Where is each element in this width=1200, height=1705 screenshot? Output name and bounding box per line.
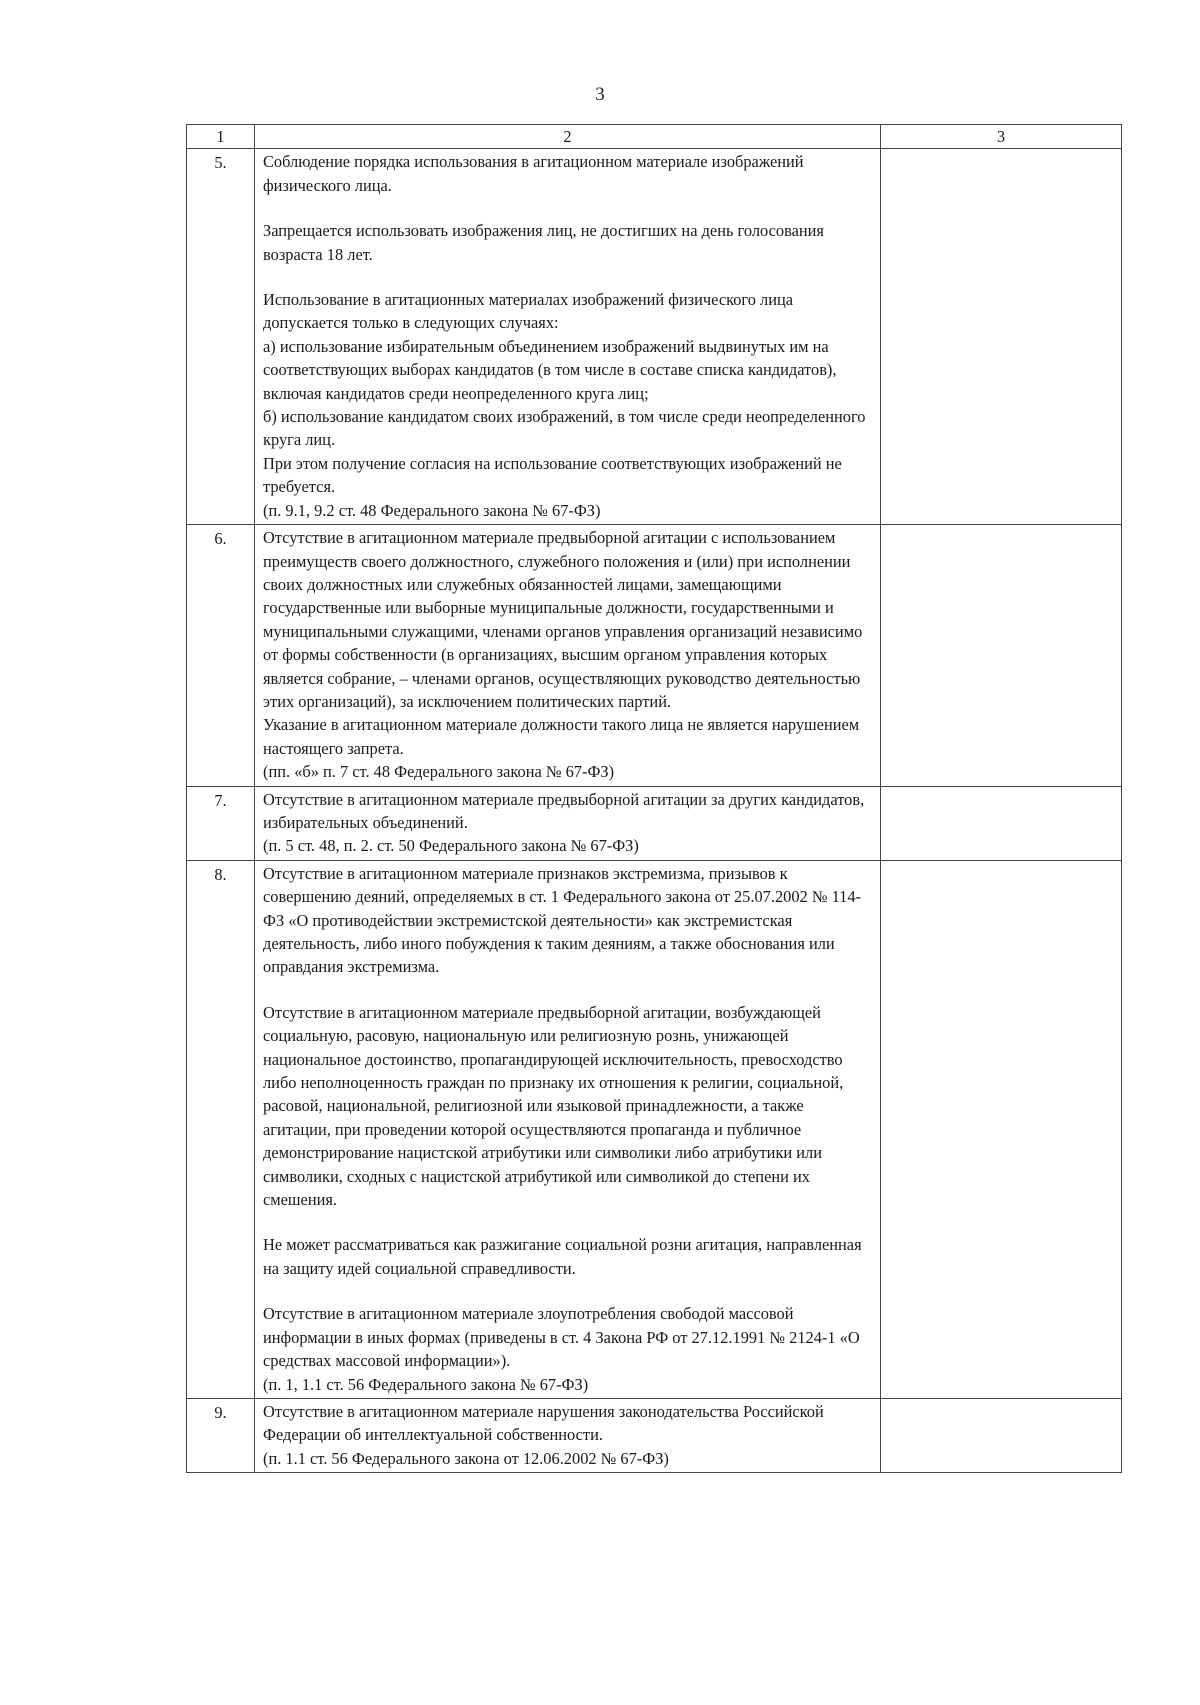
requirement-text-cell	[255, 786, 881, 860]
requirement-text-cell	[255, 1398, 881, 1472]
requirement-paragraph: Указание в агитационном материале должности такого лица не является нарушением настоящего запрета.	[263, 715, 860, 758]
row-number: 9.	[187, 1398, 255, 1472]
notes-cell	[881, 786, 1122, 860]
column-header-2: 2	[255, 125, 881, 149]
requirement-paragraph: (п. 1.1 ст. 56 Федерального закона от 12.06.2002 № 67-ФЗ)	[263, 1448, 669, 1468]
row-number: 8.	[187, 860, 255, 1398]
requirement-paragraph: а) использование избирательным объединением изображений выдвинутых им на соответствующих выборах кандидатов (в том числе в составе списка кандидатов), включая кандидатов среди неопределенного круга лиц;	[263, 336, 837, 403]
requirement-paragraph: Отсутствие в агитационном материале злоупотребления свободой массовой информации в иных формах (приведены в ст. 4 Закона РФ от 27.12.1991 № 2124-1 «О средствах массовой информации»).	[263, 1304, 860, 1371]
column-header-3: 3	[881, 125, 1122, 149]
table-row	[187, 149, 1122, 525]
requirement-paragraph: Отсутствие в агитационном материале нарушения законодательства Российской Федерации об интеллектуальной собственности.	[263, 1401, 824, 1445]
requirement-paragraph: Отсутствие в агитационном материале предвыборной агитации, возбуждающей социальную, расовую, национальную или религиозную рознь, унижающей национальное достоинство, пропагандирующей исключительность, превосходство либо неполноценность граждан по признаку их отношения к религии, социальной, расовой, национальной, религиозной или языковой принадлежности, а также агитации, при проведении которой осуществляются пропаганда и публичное демонстрирование нацистской атрибутики или символики либо атрибутики или символики, сходных с нацистской атрибутикой или символикой до степени их смешения.	[263, 1002, 844, 1210]
table-row	[187, 860, 1122, 1398]
notes-cell	[881, 860, 1122, 1398]
notes-cell	[881, 1398, 1122, 1472]
table-header-row	[187, 125, 1122, 149]
row-number: 7.	[187, 786, 255, 860]
notes-cell	[881, 525, 1122, 786]
column-header-1: 1	[187, 125, 255, 149]
requirement-paragraph: (п. 5 ст. 48, п. 2. ст. 50 Федерального закона № 67-ФЗ)	[263, 836, 639, 856]
page-number: 3	[595, 84, 605, 105]
requirement-paragraph: При этом получение согласия на использование соответствующих изображений не требуется.	[263, 453, 842, 497]
requirements-table	[186, 124, 1122, 1473]
requirement-paragraph: (пп. «б» п. 7 ст. 48 Федерального закона № 67-ФЗ)	[263, 762, 615, 782]
requirement-paragraph: Отсутствие в агитационном материале признаков экстремизма, призывов к совершению деяний, определяемых в ст. 1 Федерального закона от 25.07.2002 № 114-ФЗ «О противодействии экстремистской деятельности» как экстремистская деятельность, либо иного побуждения к таким деяниям, а также обоснования или оправдания экстремизма.	[263, 863, 862, 977]
notes-cell	[881, 149, 1122, 525]
requirement-text-cell	[255, 860, 881, 1398]
row-number: 6.	[187, 525, 255, 786]
requirement-paragraph: Не может рассматриваться как разжигание социальной розни агитация, направленная на защиту идей социальной справедливости.	[263, 1235, 862, 1278]
requirement-paragraph: Отсутствие в агитационном материале предвыборной агитации за других кандидатов, избирательных объединений.	[263, 789, 865, 832]
requirement-paragraph: Использование в агитационных материалах изображений физического лица допускается только в следующих случаях:	[263, 290, 794, 333]
requirement-paragraph: Запрещается использовать изображения лиц, не достигших на день голосования возраста 18 лет.	[263, 221, 824, 264]
requirement-paragraph: Отсутствие в агитационном материале предвыборной агитации с использованием преимуществ своего должностного, служебного положения и (или) при исполнении своих должностных или служебных обязанностей лицами, замещающими государственные или выборные муниципальные должности, государственными и муниципальными служащими, членами органов управления организаций независимо от формы собственности (в организациях, высшим органом управления которых является собрание, – членами органов, осуществляющих руководство деятельностью этих организаций), за исключением политических партий.	[263, 528, 863, 711]
table-row	[187, 525, 1122, 786]
requirement-paragraph: Соблюдение порядка использования в агитационном материале изображений физического лица.	[263, 152, 804, 195]
requirement-paragraph: б) использование кандидатом своих изображений, в том числе среди неопределенного круга лиц.	[263, 407, 866, 450]
requirement-text-cell	[255, 149, 881, 525]
requirement-paragraph: (п. 9.1, 9.2 ст. 48 Федерального закона № 67-ФЗ)	[263, 500, 601, 520]
table-row	[187, 1398, 1122, 1472]
table-row	[187, 786, 1122, 860]
row-number: 5.	[187, 149, 255, 525]
requirement-paragraph: (п. 1, 1.1 ст. 56 Федерального закона № 67-ФЗ)	[263, 1374, 589, 1394]
requirement-text-cell	[255, 525, 881, 786]
table-body	[187, 149, 1122, 1473]
